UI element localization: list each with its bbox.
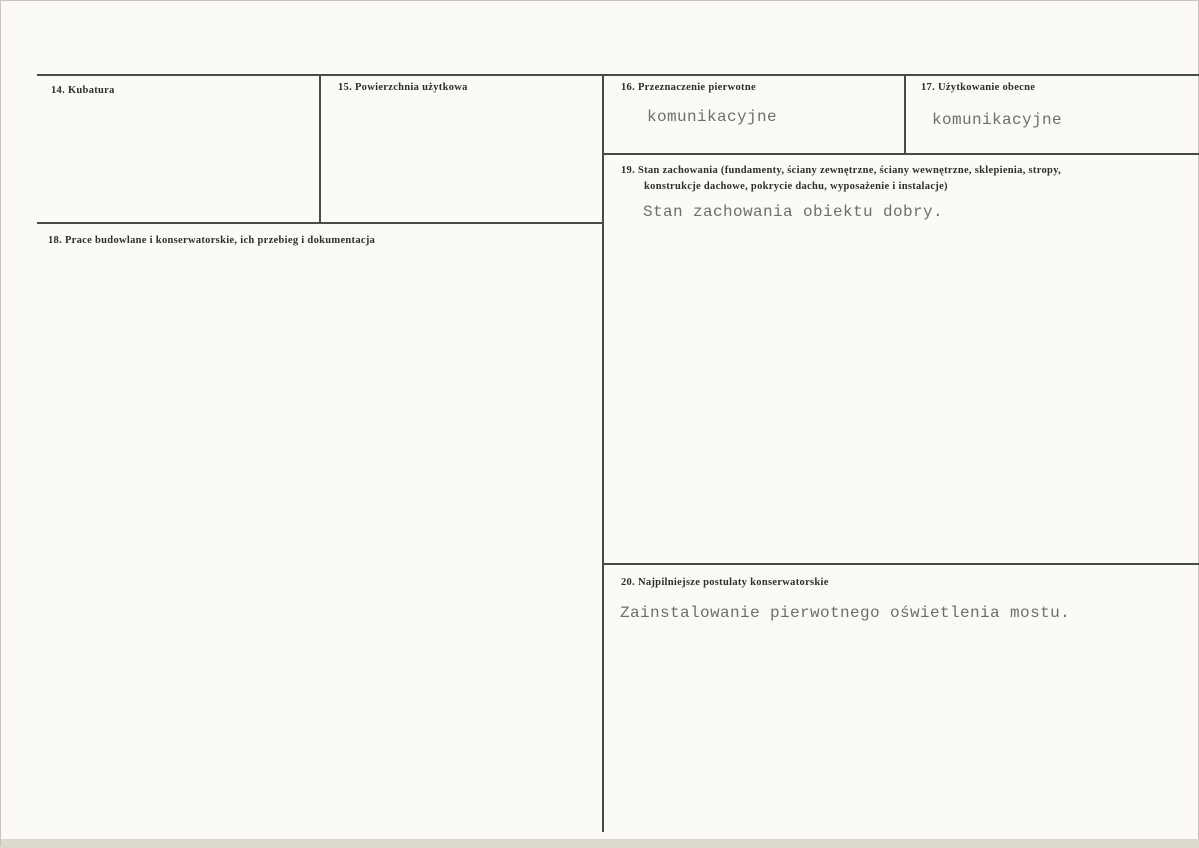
rule-under-19 (602, 563, 1199, 565)
rule-under-14-15 (37, 222, 604, 224)
field-17-label: 17. Użytkowanie obecne (921, 82, 1036, 93)
divider-center (602, 74, 604, 832)
divider-16-17 (904, 74, 906, 154)
rule-under-16-17 (602, 153, 1199, 155)
field-20-label: 20. Najpilniejsze postulaty konserwatorskie (621, 577, 829, 588)
field-20-value: Zainstalowanie pierwotnego oświetlenia mostu. (620, 604, 1071, 622)
field-15-label: 15. Powierzchnia użytkowa (338, 82, 468, 93)
field-19-label-line2: konstrukcje dachowe, pokrycie dachu, wyposażenie i instalacje) (644, 181, 948, 192)
field-16-label: 16. Przeznaczenie pierwotne (621, 82, 756, 93)
divider-14-15 (319, 74, 321, 224)
field-18-label: 18. Prace budowlane i konserwatorskie, ich przebieg i dokumentacja (48, 235, 376, 246)
field-16-value: komunikacyjne (647, 108, 778, 126)
field-17-value: komunikacyjne (932, 111, 1063, 129)
top-rule (37, 74, 1199, 76)
field-14-label: 14. Kubatura (51, 85, 115, 96)
field-19-label-line1: 19. Stan zachowania (fundamenty, ściany zewnętrzne, ściany wewnętrzne, sklepienia, stropy, (621, 165, 1062, 176)
field-19-value: Stan zachowania obiektu dobry. (643, 203, 944, 221)
